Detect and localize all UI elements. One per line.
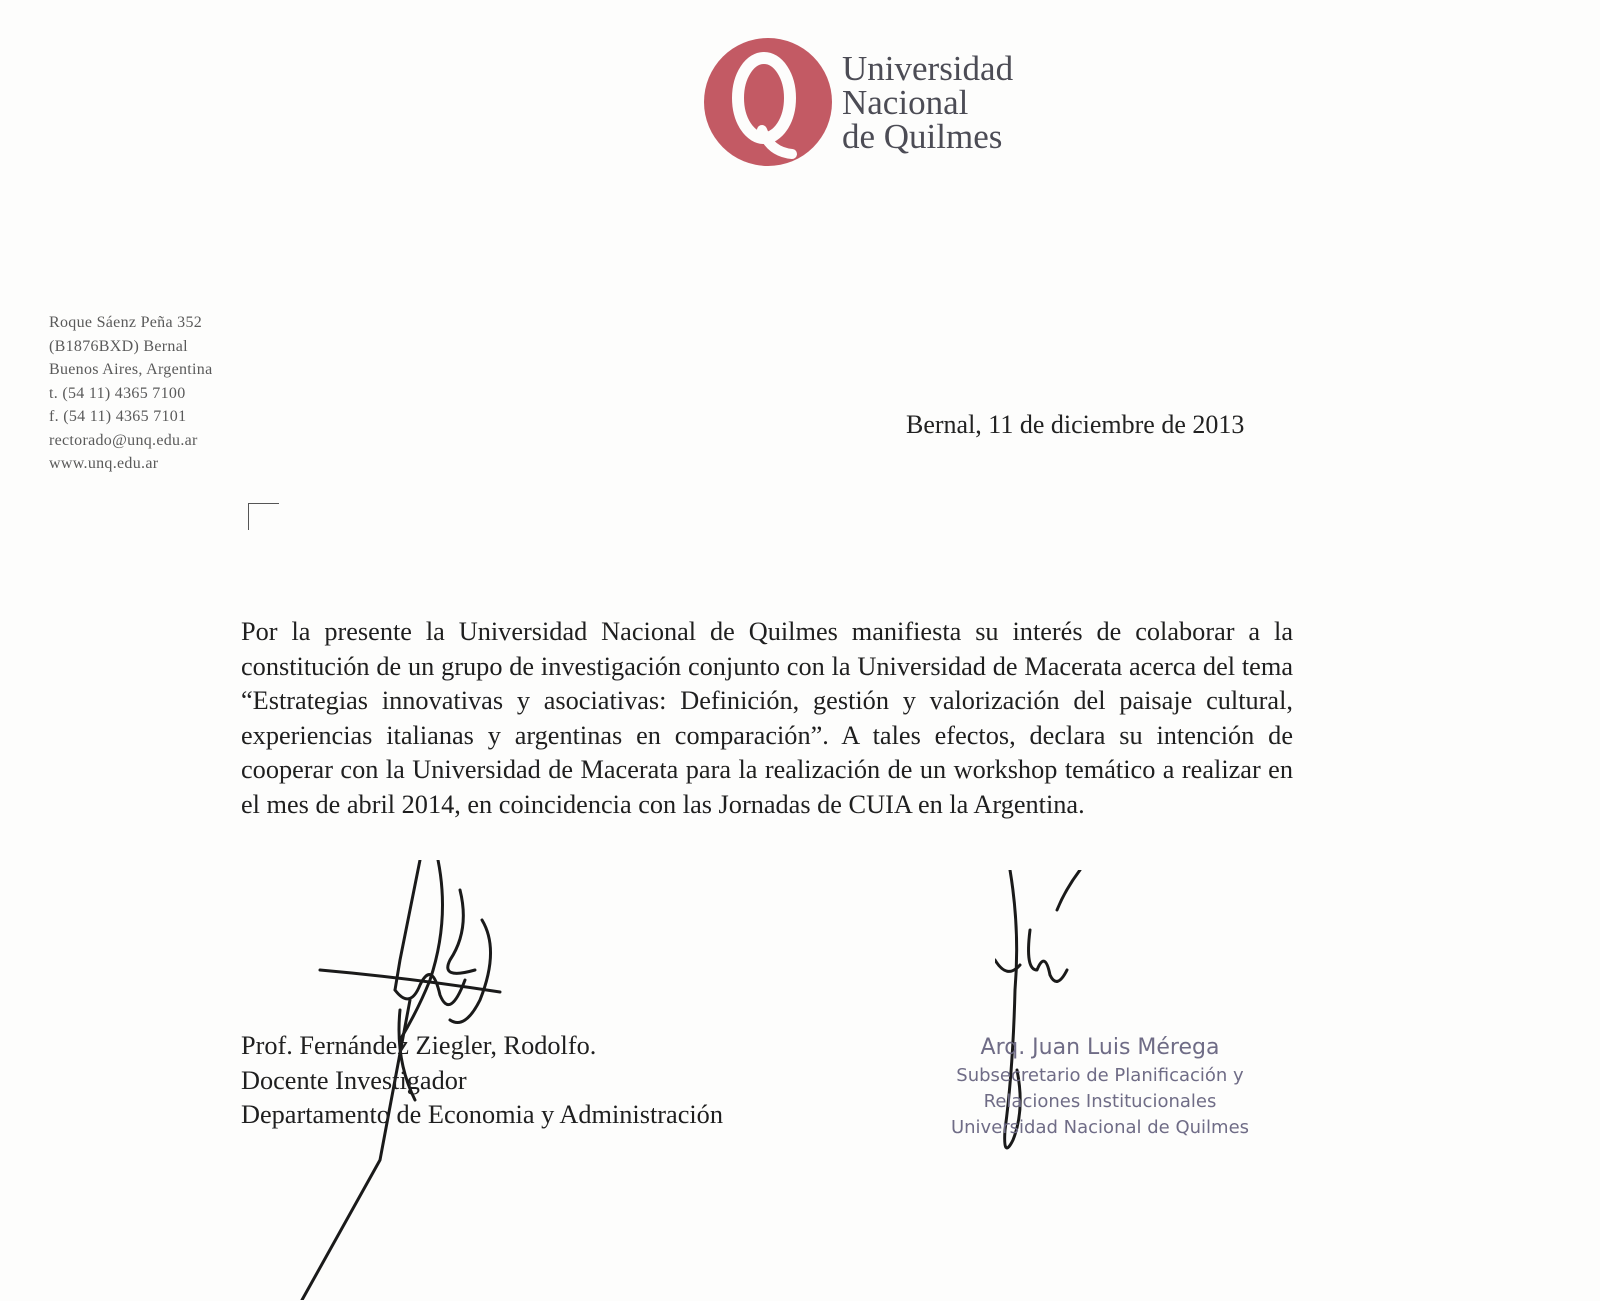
sender-address [49,311,212,476]
logo-line-2: Nacional [842,83,969,122]
stamp-name: Arq. Juan Luis Mérega [980,1035,1220,1060]
stamp-role-3: Universidad Nacional de Quilmes [950,1117,1250,1138]
fold-corner-mark [248,503,279,530]
address-city: Buenos Aires, Argentina [49,361,213,378]
signer-left-name: Prof. Fernández Ziegler, Rodolfo. [241,1031,597,1060]
signer-left-title: Docente Investigador [241,1065,467,1095]
letter-body: Por la presente la Universidad Nacional de Quilmes manifiesta su interés de colaborar a la constitución de un grupo de investigación conjunto con la Universidad de Macerata acerca del tema “Estrategias innovativas y asociativas: Definición, gestión y valorización del paisaje cultural, experiencias italianas y argentinas en comparación”. A tales efectos, declara su intención de cooperar con la Universidad de Macerata para la realización de un workshop temático a realizar en el mes de abril 2014, en coincidencia con las Jornadas de CUIA en la Argentina. [241,617,1293,819]
logo-line-1: Universidad [842,49,1014,88]
stamp-role-2: Relaciones Institucionales [983,1091,1217,1112]
address-postal: (B1876BXD) Bernal [49,337,188,355]
signer-left-department: Departamento de Economia y Administración [241,1100,723,1129]
signer-left-block [241,1029,723,1133]
quilmes-q-logo-icon [700,34,836,170]
address-web: www.unq.edu.ar [49,455,159,472]
address-street: Roque Sáenz Peña 352 [49,314,203,331]
letter-date: Bernal, 11 de diciembre de 2013 [906,410,1245,439]
address-fax: f. (54 11) 4365 7101 [49,408,187,425]
official-stamp [940,1033,1260,1141]
university-logo [700,34,1120,174]
university-name [842,49,1014,156]
logo-line-3: de Quilmes [842,117,1003,156]
stamp-role-1: Subsecretario de Planificación y [956,1065,1244,1086]
address-phone: t. (54 11) 4365 7100 [49,384,186,402]
address-email: rectorado@unq.edu.ar [49,431,198,449]
